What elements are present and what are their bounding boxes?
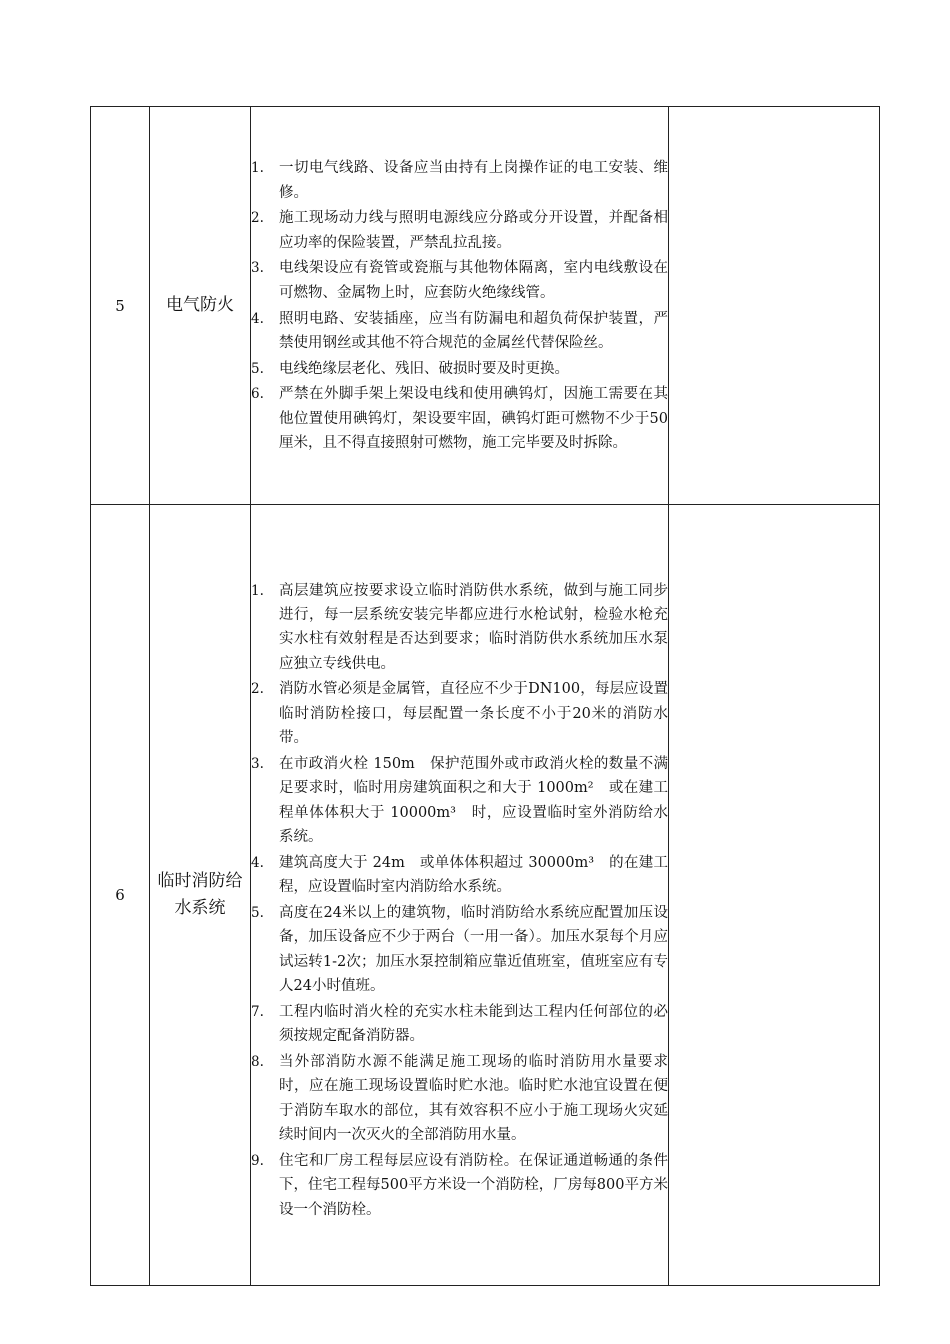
list-item-number: 7. <box>251 1003 264 1020</box>
row-remarks <box>669 107 880 505</box>
requirement-list <box>251 579 668 1223</box>
row-remarks <box>669 505 880 1286</box>
row-requirements <box>251 505 669 1286</box>
list-item-number: 8. <box>251 1054 264 1071</box>
list-item-text: 工程内临时消火栓的充实水柱未能到达工程内任何部位的必须按规定配备消防器。 <box>279 1003 668 1045</box>
list-item-number: 3. <box>251 755 264 772</box>
list-item-text: 消防水管必须是金属管，直径应不少于DN100，每层应设置临时消防栓接口，每层配置一条长度不小于20米的消防水带。 <box>279 681 668 747</box>
row-number: 5 <box>91 107 150 505</box>
row-requirements <box>251 107 669 505</box>
table-body <box>91 107 880 1286</box>
list-item-text: 在市政消火栓 150m 保护范围外或市政消火栓的数量不满足要求时，临时用房建筑面积之和大于 1000m² 或在建工程单体体积大于 10000m³ 时，应设置临时室外消防给水系统。 <box>279 755 668 846</box>
list-item-text: 严禁在外脚手架上架设电线和使用碘钨灯，因施工需要在其他位置使用碘钨灯，架设要牢固，碘钨灯距可燃物不少于50厘米，且不得直接照射可燃物，施工完毕要及时拆除。 <box>279 386 668 452</box>
requirement-list <box>251 156 668 455</box>
list-item <box>251 307 668 356</box>
list-item-number: 1. <box>251 582 264 599</box>
list-item-text: 当外部消防水源不能满足施工现场的临时消防用水量要求时，应在施工现场设置临时贮水池。临时贮水池宜设置在便于消防车取水的部位，其有效容积不应小于施工现场火灾延续时间内一次灭火的全部消防用水量。 <box>279 1054 668 1144</box>
list-item <box>251 851 668 900</box>
list-item-number: 3. <box>251 260 264 277</box>
list-item-text: 建筑高度大于 24m 或单体体积超过 30000m³ 的在建工程，应设置临时室内消防给水系统。 <box>279 854 668 896</box>
list-item-text: 照明电路、安装插座，应当有防漏电和超负荷保护装置，严禁使用钢丝或其他不符合规范的金属丝代替保险丝。 <box>279 310 668 351</box>
list-item-text: 高层建筑应按要求设立临时消防供水系统，做到与施工同步进行，每一层系统安装完毕都应进行水枪试射，检验水枪充实水柱有效射程是否达到要求；临时消防供水系统加压水泵应独立专线供电。 <box>279 582 668 672</box>
list-item <box>251 677 668 750</box>
list-item-text: 一切电气线路、设备应当由持有上岗操作证的电工安装、维修。 <box>279 160 668 201</box>
list-item <box>251 256 668 305</box>
row-category: 临时消防给水系统 <box>150 505 251 1286</box>
list-item-number: 4. <box>251 854 264 871</box>
list-item <box>251 901 668 999</box>
list-item <box>251 206 668 255</box>
list-item <box>251 1149 668 1222</box>
list-item-number: 1. <box>251 160 264 177</box>
list-item-text: 电线绝缘层老化、残旧、破损时要及时更换。 <box>279 360 569 377</box>
table-row <box>91 505 880 1286</box>
list-item <box>251 752 668 850</box>
list-item-number: 9. <box>251 1152 264 1169</box>
list-item <box>251 1050 668 1148</box>
list-item <box>251 579 668 677</box>
list-item-number: 6. <box>251 386 264 403</box>
list-item-text: 施工现场动力线与照明电源线应分路或分开设置，并配备相应功率的保险装置，严禁乱拉乱接。 <box>279 210 668 251</box>
row-category: 电气防火 <box>150 107 251 505</box>
list-item <box>251 1000 668 1049</box>
list-item-text: 住宅和厂房工程每层应设有消防栓。在保证通道畅通的条件下，住宅工程每500平方米设一个消防栓，厂房每800平方米设一个消防栓。 <box>279 1152 668 1218</box>
list-item-number: 4. <box>251 310 264 327</box>
list-item <box>251 357 668 381</box>
list-item-number: 2. <box>251 210 264 227</box>
list-item-number: 5. <box>251 360 264 377</box>
fire-safety-table <box>90 106 880 1286</box>
list-item <box>251 382 668 455</box>
list-item-text: 高度在24米以上的建筑物，临时消防给水系统应配置加压设备，加压设备应不少于两台（一用一备）。加压水泵每个月应试运转1-2次；加压水泵控制箱应靠近值班室，值班室应有专人24小时值班。 <box>279 905 668 995</box>
list-item-number: 5. <box>251 905 264 921</box>
list-item <box>251 156 668 205</box>
row-number: 6 <box>91 505 150 1286</box>
list-item-number: 2. <box>251 681 264 698</box>
list-item-text: 电线架设应有瓷管或瓷瓶与其他物体隔离，室内电线敷设在可燃物、金属物上时，应套防火绝缘线管。 <box>279 260 668 301</box>
table-row <box>91 107 880 505</box>
